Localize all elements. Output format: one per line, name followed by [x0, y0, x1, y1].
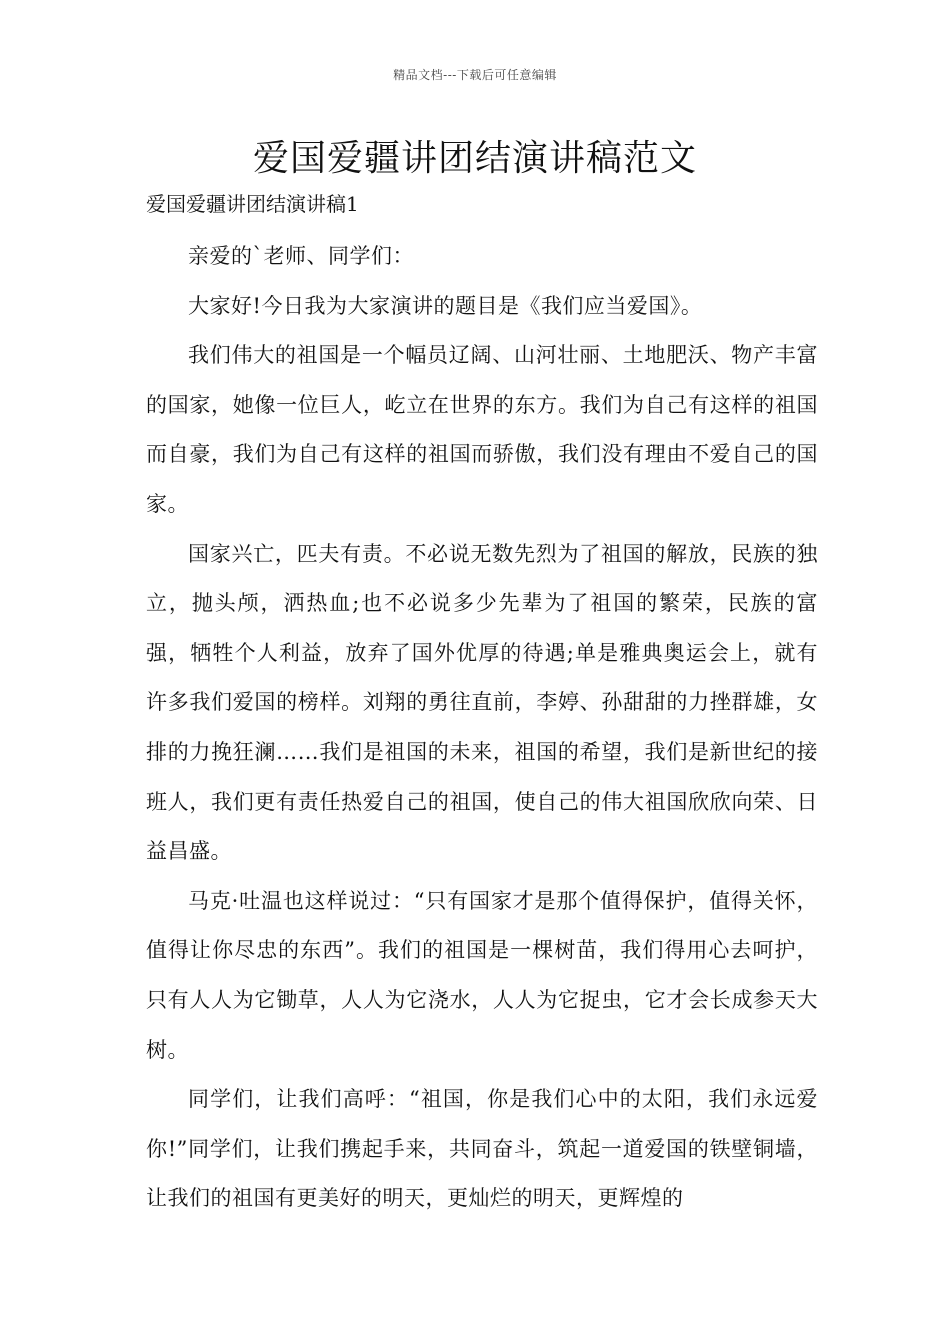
paragraph-greeting: 亲爱的`老师、同学们：: [188, 244, 414, 268]
paragraph-duty: 国家兴亡，匹夫有责。不必说无数先烈为了祖国的解放，民族的独立，抛头颅，洒热血;也不必说多少先辈为了祖国的繁荣，民族的富强，牺牲个人利益，放弃了国外优厚的待遇;单是雅典奥运会上，就有许多我们爱国的榜样。刘翔的勇往直前，李婷、孙甜甜的力挫群雄，女排的力挽狂澜……我们是祖国的未来，祖国的希望，我们是新世纪的接班人，我们更有责任热爱自己的祖国，使自己的伟大祖国欣欣向荣、日益昌盛。: [146, 541, 818, 864]
document-title: 爱国爱疆讲团结演讲稿范文: [252, 138, 697, 179]
speech-body: [146, 232, 818, 1224]
speech-subtitle: 爱国爱疆讲团结演讲稿1: [146, 192, 359, 216]
paragraph-intro: 大家好!今日我为大家演讲的题目是《我们应当爱国》。: [188, 293, 703, 318]
paragraph-quote: 马克·吐温也这样说过：“只有国家才是那个值得保护，值得关怀，值得让你尽忠的东西”。我们的祖国是一棵树苗，我们得用心去呵护，只有人人为它锄草，人人为它浇水，人人为它捉虫，它才会长成参天大树。: [146, 888, 818, 1062]
paragraph-motherland: 我们伟大的祖国是一个幅员辽阔、山河壮丽、土地肥沃、物产丰富的国家，她像一位巨人，屹立在世界的东方。我们为自己有这样的祖国而自豪，我们为自己有这样的祖国而骄傲，我们没有理由不爱自己的国家。: [146, 343, 818, 516]
paragraph-closing: 同学们，让我们高呼：“祖国，你是我们心中的太阳，我们永远爱你!”同学们，让我们携起手来，共同奋斗，筑起一道爱国的铁壁铜墙，让我们的祖国有更美好的明天，更灿烂的明天，更辉煌的: [146, 1087, 818, 1211]
header-note: 精品文档---下载后可任意编辑: [393, 68, 557, 82]
